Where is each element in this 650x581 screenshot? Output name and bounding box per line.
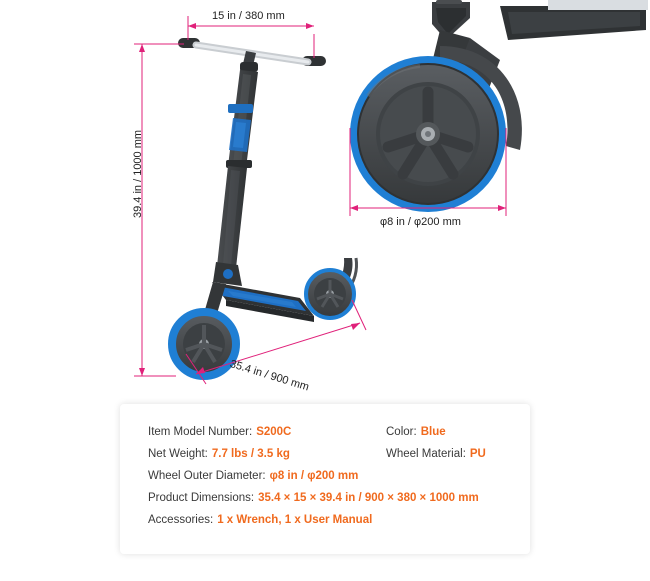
specifications-card	[120, 404, 530, 554]
handlebar-width-label: 15 in / 380 mm	[212, 10, 285, 22]
spec-key: Item Model Number:	[148, 426, 253, 438]
spec-left	[148, 448, 386, 460]
spec-list	[148, 426, 512, 536]
handlebar	[178, 38, 326, 72]
front-wheel	[172, 312, 236, 376]
deck-length-label: 35.4 in / 900 mm	[228, 358, 311, 394]
spec-row	[148, 448, 512, 460]
spec-key: Product Dimensions:	[148, 492, 255, 504]
spec-right	[386, 426, 446, 438]
spec-value: Blue	[420, 426, 446, 438]
scooter-stem	[226, 70, 258, 168]
spec-left	[148, 492, 479, 504]
spec-value: PU	[469, 448, 486, 460]
spec-row	[148, 514, 512, 526]
wheel-diameter-label: φ8 in / φ200 mm	[380, 216, 461, 228]
spec-key: Net Weight:	[148, 448, 208, 460]
steering-column	[213, 166, 247, 286]
spec-left	[148, 470, 386, 482]
spec-row	[148, 470, 512, 482]
spec-value: 35.4 × 15 × 39.4 in / 900 × 380 × 1000 mm	[258, 492, 479, 504]
scooter-deck	[212, 282, 314, 322]
spec-key: Color:	[386, 426, 417, 438]
rear-wheel	[306, 270, 354, 318]
spec-value: 1 x Wrench, 1 x User Manual	[217, 514, 373, 526]
spec-right	[386, 448, 486, 460]
spec-value: S200C	[256, 426, 292, 438]
spec-key: Wheel Material:	[386, 448, 466, 460]
spec-key: Wheel Outer Diameter:	[148, 470, 266, 482]
spec-value: φ8 in / φ200 mm	[269, 470, 359, 482]
spec-row	[148, 426, 512, 438]
spec-row	[148, 492, 512, 504]
spec-key: Accessories:	[148, 514, 214, 526]
wheel-detail-view	[350, 0, 648, 216]
total-height-label: 39.4 in / 1000 mm	[132, 129, 144, 218]
spec-left	[148, 426, 386, 438]
spec-value: 7.7 lbs / 3.5 kg	[211, 448, 290, 460]
spec-left	[148, 514, 386, 526]
